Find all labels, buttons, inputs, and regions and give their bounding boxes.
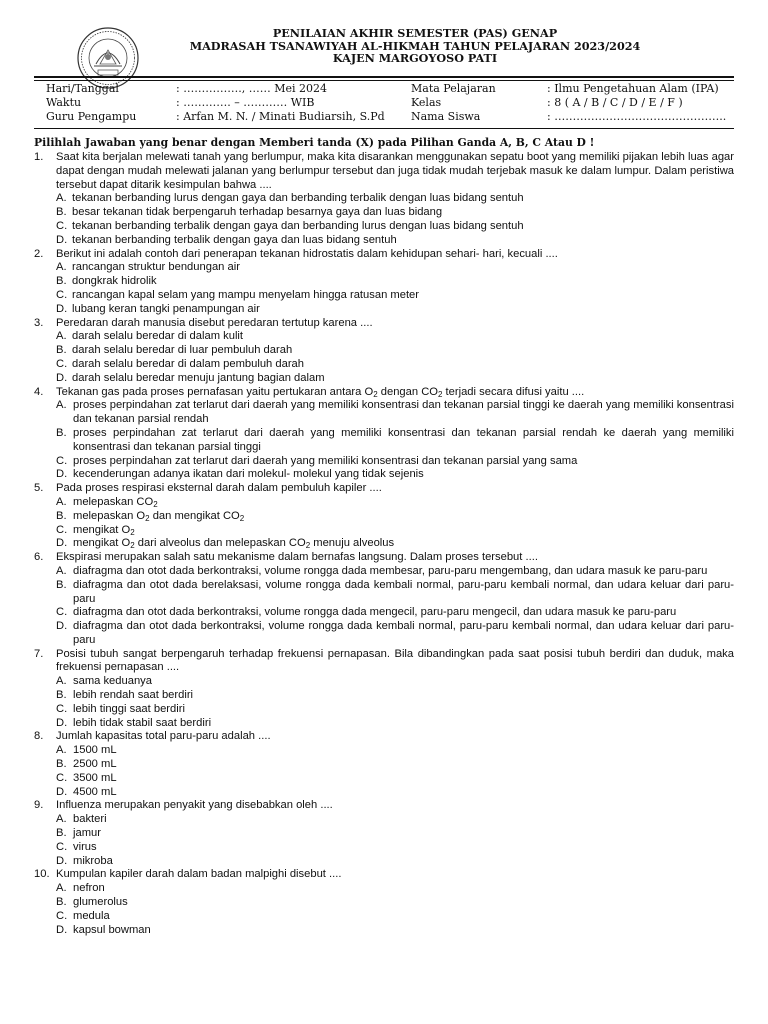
question-body [56, 482, 734, 551]
option-text: lebih tidak stabil saat berdiri [73, 716, 212, 729]
option-text: darah selalu beredar menuju jantung bagian dalam [72, 371, 325, 384]
answer-option[interactable] [56, 758, 734, 772]
waktu-value[interactable]: : …………. – ………… WIB [176, 96, 315, 109]
questions-container [34, 151, 734, 937]
option-text: besar tekanan tidak berpengaruh terhadap besarnya gaya dan luas bidang [72, 206, 443, 219]
answer-option[interactable] [56, 579, 734, 607]
option-text: darah selalu beredar di dalam pembuluh darah [72, 357, 304, 370]
option-text: 4500 mL [73, 785, 117, 798]
option-text: diafragma dan otot dada berkontraksi, volume rongga dada mengecil, paru-paru mengecil, dan udara masuk ke paru-paru [73, 606, 677, 619]
option-text: 2500 mL [73, 758, 117, 771]
hari-label: Hari/Tanggal [46, 82, 119, 95]
answer-option[interactable] [56, 606, 734, 620]
option-text: tekanan berbanding terbalik dengan gaya dan luas bidang sentuh [72, 233, 397, 246]
question-text: Jumlah kapasitas total paru-paru adalah .... [56, 730, 271, 743]
answer-option[interactable] [56, 303, 734, 317]
answer-option[interactable] [56, 510, 734, 524]
answer-option[interactable] [56, 220, 734, 234]
option-letter: C. [56, 702, 68, 715]
option-letter: A. [56, 813, 67, 826]
question-list [34, 136, 734, 937]
option-text: jamur [73, 827, 101, 840]
option-letter: C. [56, 288, 68, 301]
answer-option[interactable] [56, 827, 734, 841]
answer-option[interactable] [56, 675, 734, 689]
option-text: tekanan berbanding lurus dengan gaya dan berbanding terbalik dengan luas bidang sentuh [72, 192, 524, 205]
option-text: proses perpindahan zat terlarut dari daerah yang memiliki konsentrasi dan tekanan parsial tinggi ke daerah yang memiliki konsentrasi dan tekanan parsial rendah [73, 399, 734, 426]
header-divider-thick [34, 76, 734, 78]
option-text: medula [73, 909, 110, 922]
answer-option[interactable] [56, 455, 734, 469]
option-text: diafragma dan otot dada berelaksasi, volume rongga dada kembali normal, paru-paru kembali normal, dan udara keluar dari paru-paru [73, 578, 734, 605]
option-text: darah selalu beredar di dalam kulit [72, 330, 244, 343]
answer-option[interactable] [56, 786, 734, 800]
header-school: MADRASAH TSANAWIYAH AL-HIKMAH TAHUN PELAJARAN 2023/2024 [189, 38, 641, 53]
question-number: 10. [34, 868, 50, 881]
question-body [56, 799, 734, 868]
question-number: 2. [34, 247, 44, 260]
option-letter: B. [56, 758, 67, 771]
exam-header [150, 27, 680, 65]
question-body [56, 248, 734, 317]
option-letter: B. [56, 426, 67, 439]
option-text: diafragma dan otot dada berkontraksi, volume rongga dada membesar, paru-paru mengembang, dan udara masuk ke paru-paru [73, 564, 708, 577]
answer-option[interactable] [56, 427, 734, 455]
option-text: kapsul bowman [73, 923, 151, 936]
subscript-text: 2 [305, 541, 311, 551]
answer-option[interactable] [56, 344, 734, 358]
mapel-label: Mata Pelajaran [411, 82, 496, 95]
question-body [56, 648, 734, 731]
question-item [34, 151, 734, 248]
option-text: diafragma dan otot dada berkontraksi, volume rongga dada kembali normal, paru-paru kembali normal, dan udara keluar dari paru-paru [73, 620, 734, 646]
answer-option[interactable] [56, 717, 734, 731]
question-number: 7. [34, 647, 44, 660]
option-letter: C. [56, 523, 68, 536]
option-letter: B. [56, 344, 67, 357]
question-text: Kumpulan kapiler darah dalam badan malpighi disebut .... [56, 868, 342, 881]
option-letter: D. [56, 785, 68, 798]
option-letter: A. [56, 495, 67, 508]
option-letter: C. [56, 454, 68, 467]
answer-option[interactable] [56, 744, 734, 758]
answer-option[interactable] [56, 372, 734, 386]
option-letter: A. [56, 675, 67, 688]
option-letter: C. [56, 771, 68, 784]
question-number: 9. [34, 799, 44, 812]
answer-option[interactable] [56, 813, 734, 827]
instruction-text: Pilihlah Jawaban yang benar dengan Memberi tanda (X) pada Pilihan Ganda A, B, C Atau D ! [34, 136, 595, 149]
option-text: proses perpindahan zat terlarut dari daerah yang memiliki konsentrasi dan tekanan parsial yang sama [73, 454, 578, 467]
option-text: 3500 mL [73, 771, 117, 784]
option-letter: A. [56, 330, 67, 343]
answer-option[interactable] [56, 689, 734, 703]
answer-option[interactable] [56, 772, 734, 786]
option-text: tekanan berbanding terbalik dengan gaya dan berbanding lurus dengan luas bidang sentuh [72, 219, 524, 232]
option-letter: B. [56, 206, 67, 219]
question-item [34, 317, 734, 386]
option-text: glumerolus [73, 896, 128, 909]
option-text: 1500 mL [73, 744, 117, 757]
subscript-text: 2 [130, 541, 135, 551]
nama-value[interactable]: : ……………………………………….. [547, 110, 727, 123]
question-number: 3. [34, 316, 44, 329]
question-body [56, 868, 734, 937]
question-text: Ekspirasi merupakan salah satu mekanisme dalam bernafas langsung. Dalam proses tersebut .... [56, 551, 538, 564]
option-letter: C. [56, 840, 68, 853]
option-text: melepaskan $O_2$ dan mengikat $CO_2$ [73, 509, 245, 523]
answer-option[interactable] [56, 910, 734, 924]
answer-option[interactable] [56, 524, 734, 538]
question-body [56, 386, 734, 483]
answer-option[interactable] [56, 206, 734, 220]
answer-option[interactable] [56, 275, 734, 289]
option-text: kecenderungan adanya ikatan dari molekul- molekul yang tidak sejenis [73, 468, 424, 481]
option-letter: B. [56, 509, 67, 522]
nama-label: Nama Siswa [411, 110, 481, 123]
option-letter: D. [56, 923, 68, 936]
option-letter: C. [56, 606, 68, 619]
answer-option[interactable] [56, 496, 734, 510]
option-letter: A. [56, 399, 67, 412]
answer-option[interactable] [56, 620, 734, 648]
question-text: Saat kita berjalan melewati tanah yang berlumpur, maka kita disarankan menggunakan sepatu boot yang memiliki pijakan lebih luas agar dapat dengan mudah melewati jalanan yang berlumpur tersebut dan juga tidak mudah terjebak masuk ke dalam lumpur. Dalam peristiwa tersebut dapat ditarik kesimpulan bahwa .... [56, 151, 734, 191]
answer-option[interactable] [56, 358, 734, 372]
option-text: mengikat $O_2$ dari alveolus dan melepaskan $CO_2$ menuju alveolus [73, 537, 395, 551]
header-title: PENILAIAN AKHIR SEMESTER (PAS) GENAP [272, 26, 558, 40]
option-text: nefron [73, 882, 105, 895]
question-body [56, 730, 734, 799]
question-item [34, 868, 734, 937]
option-letter: A. [56, 192, 67, 205]
option-letter: D. [56, 302, 68, 315]
option-text: lebih tinggi saat berdiri [73, 702, 185, 715]
option-text: lebih rendah saat berdiri [73, 689, 194, 702]
answer-option[interactable] [56, 234, 734, 248]
exam-info-panel [34, 80, 734, 129]
answer-option[interactable] [56, 192, 734, 206]
answer-option[interactable] [56, 289, 734, 303]
subscript-text: 2 [153, 499, 158, 509]
option-letter: D. [56, 854, 68, 867]
answer-option[interactable] [56, 855, 734, 869]
question-text: Posisi tubuh sangat berpengaruh terhadap frekuensi pernapasan. Bila dibandingkan pada saat posisi tubuh berdiri dan duduk, maka frekuensi pernapasan .... [56, 647, 734, 674]
subscript-text: 2 [145, 513, 150, 523]
subscript-text: 2 [437, 389, 443, 399]
question-item [34, 248, 734, 317]
answer-option[interactable] [56, 537, 734, 551]
option-text: melepaskan $CO_2$ [73, 495, 158, 509]
option-letter: A. [56, 564, 67, 577]
kelas-label: Kelas [411, 96, 442, 109]
answer-option[interactable] [56, 703, 734, 717]
waktu-label: Waktu [46, 96, 82, 109]
question-text: Pada proses respirasi eksternal darah dalam pembuluh kapiler .... [56, 482, 382, 495]
option-letter: D. [56, 371, 68, 384]
subscript-text: 2 [130, 527, 135, 537]
option-letter: D. [56, 620, 68, 633]
answer-option[interactable] [56, 841, 734, 855]
question-text: Peredaran darah manusia disebut peredaran tertutup karena .... [56, 316, 373, 329]
mapel-value: : Ilmu Pengetahuan Alam (IPA) [547, 82, 719, 95]
guru-label: Guru Pengampu [46, 110, 137, 123]
option-letter: B. [56, 275, 67, 288]
question-number: 1. [34, 151, 44, 163]
option-letter: D. [56, 468, 68, 481]
question-body [56, 151, 734, 248]
question-number: 5. [34, 482, 44, 495]
subscript-text: 2 [373, 389, 378, 399]
option-text: rancangan kapal selam yang mampu menyelam hingga ratusan meter [72, 288, 420, 301]
option-text: virus [73, 840, 97, 853]
question-text: Tekanan gas pada proses pernafasan yaitu pertukaran antara $O_2$ dengan $CO_2$ terjadi secara difusi yaitu .... [56, 385, 585, 399]
option-letter: B. [56, 689, 67, 702]
answer-option[interactable] [56, 924, 734, 938]
question-item [34, 482, 734, 551]
option-letter: D. [56, 537, 68, 550]
option-letter: C. [56, 909, 68, 922]
option-text: darah selalu beredar di luar pembuluh darah [72, 344, 293, 357]
option-letter: C. [56, 357, 68, 370]
option-text: rancangan struktur bendungan air [72, 261, 240, 274]
subscript-text: 2 [239, 513, 245, 523]
option-text: mengikat $O_2$ [73, 523, 135, 537]
option-letter: B. [56, 896, 67, 909]
option-text: dongkrak hidrolik [72, 275, 157, 288]
answer-option[interactable] [56, 261, 734, 275]
question-item [34, 648, 734, 731]
answer-option[interactable] [56, 330, 734, 344]
answer-option[interactable] [56, 565, 734, 579]
kelas-value[interactable]: : 8 ( A / B / C / D / E / F ) [547, 96, 683, 109]
option-letter: B. [56, 827, 67, 840]
option-letter: B. [56, 578, 67, 591]
option-letter: C. [56, 219, 68, 232]
answer-option[interactable] [56, 468, 734, 482]
question-item [34, 730, 734, 799]
question-item [34, 799, 734, 868]
question-text: Influenza merupakan penyakit yang disebabkan oleh .... [56, 799, 333, 812]
question-item [34, 386, 734, 483]
question-item [34, 551, 734, 648]
option-letter: A. [56, 744, 67, 757]
question-text: Berikut ini adalah contoh dari penerapan tekanan hidrostatis dalam kehidupan sehari- hari, kecuali .... [56, 247, 558, 260]
question-body [56, 551, 734, 648]
question-number: 4. [34, 385, 44, 398]
option-text: bakteri [73, 813, 107, 826]
answer-option[interactable] [56, 399, 734, 427]
question-number: 8. [34, 730, 44, 743]
hari-value[interactable]: : ……………., …… Mei 2024 [176, 82, 327, 95]
question-number: 6. [34, 551, 44, 564]
option-text: lubang keran tangki penampungan air [72, 302, 260, 315]
option-text: proses perpindahan zat terlarut dari daerah yang memiliki konsentrasi dan tekanan parsial rendah ke daerah yang memiliki konsentrasi dan tekanan parsial tinggi [73, 426, 734, 453]
option-text: sama keduanya [73, 675, 152, 688]
option-letter: D. [56, 716, 68, 729]
option-text: mikroba [73, 854, 113, 867]
option-letter: A. [56, 261, 67, 274]
option-letter: D. [56, 233, 68, 246]
answer-option[interactable] [56, 882, 734, 896]
option-letter: A. [56, 882, 67, 895]
guru-value: : Arfan M. N. / Minati Budiarsih, S.Pd [176, 110, 385, 123]
question-body [56, 317, 734, 386]
answer-option[interactable] [56, 896, 734, 910]
header-location: KAJEN MARGOYOSO PATI [332, 51, 498, 65]
